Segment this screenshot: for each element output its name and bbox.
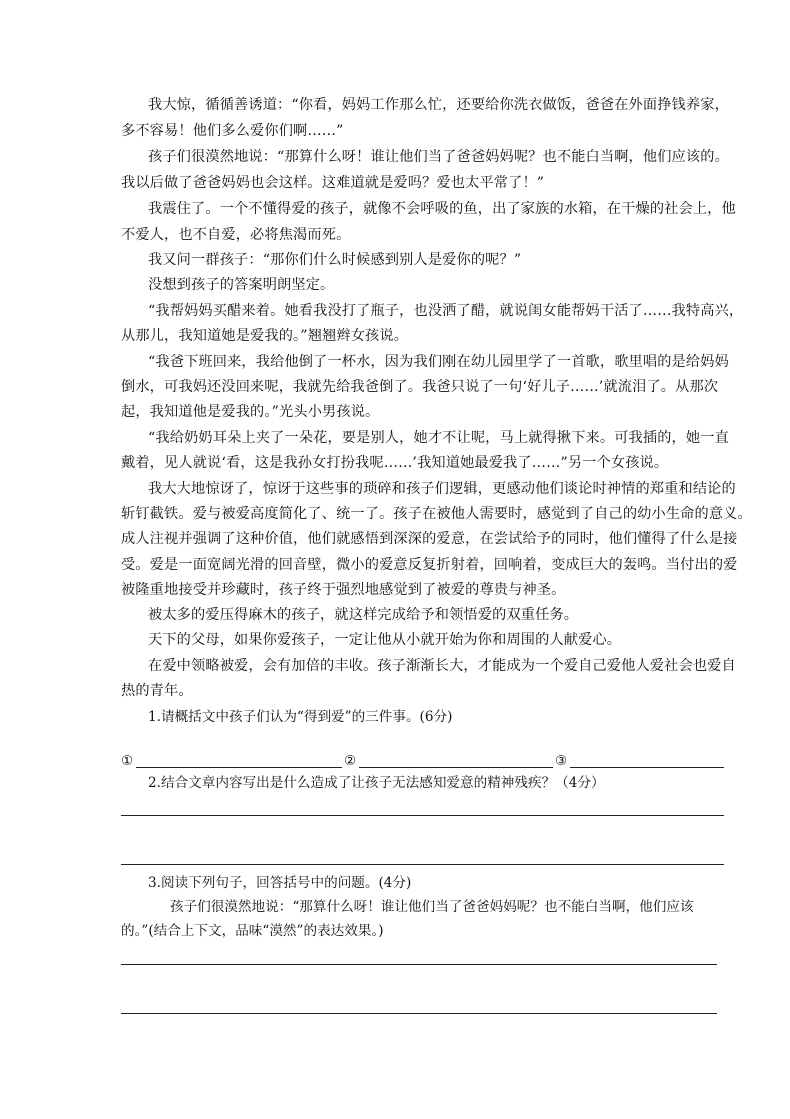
answer-line[interactable] [121,1013,717,1014]
passage-line: 热的青年。 [121,683,193,699]
passage-line: 受。爱是一面宽阔光滑的回音壁，微小的爱意反复折射着，回响着，变成巨大的轰鸣。当付出的爱 [121,557,738,573]
passage-line: 被太多的爱压得麻木的孩子，就这样完成给予和领悟爱的双重任务。 [148,607,579,623]
passage-line: 成人注视并强调了这种价值，他们就感悟到深深的爱意，在尝试给予的同时，他们懂得了什么是接 [121,531,738,547]
passage-line: 不爱人，也不自爱，必将焦渴而死。 [121,227,351,243]
passage-line: 斩钉截铁。爱与被爱高度简化了、统一了。孩子在被他人需要时，感觉到了自己的幼小生命的意义。 [121,506,752,522]
question-3: 3.阅读下列句子，回答括号中的问题。(4分) [148,875,412,891]
passage-line: 我大大地惊讶了，惊讶于这些事的琐碎和孩子们逻辑，更感动他们谈论时神情的郑重和结论的 [148,481,736,497]
passage-line: 从那儿，我知道她是爱我的。”翘翘辫女孩说。 [121,328,409,344]
passage-line: 起，我知道他是爱我的。”光头小男孩说。 [121,404,380,420]
passage-line: 孩子们很漠然地说：“那算什么呀！谁让他们当了爸爸妈妈呢？也不能白当啊，他们应该的。 [148,149,729,165]
question-1: 1.请概括文中孩子们认为“得到爱”的三件事。(6分) [148,709,453,725]
passage-line: 我大惊，循循善诱道：“你看，妈妈工作那么忙，还要给你洗衣做饭，爸爸在外面挣钱养家， [148,97,729,113]
answer-blank-2[interactable] [359,767,553,768]
passage-line: 在爱中领略被爱，会有加倍的丰收。孩子渐渐长大，才能成为一个爱自己爱他人爱社会也爱自 [148,658,736,674]
blank-label-1: ① [121,753,134,769]
passage-line: 没想到孩子的答案明朗坚定。 [148,277,335,293]
blank-label-3: ③ [555,753,568,769]
passage-line: 天下的父母，如果你爱孩子，一定让他从小就开始为你和周围的人献爱心。 [148,632,622,648]
passage-line: 我以后做了爸爸妈妈也会这样。这难道就是爱吗？爱也太平常了！” [121,175,545,191]
blank-label-2: ② [344,753,357,769]
passage-line: “我爸下班回来，我给他倒了一杯水，因为我们刚在幼儿园里学了一首歌，歌里唱的是给妈妈 [148,354,729,370]
answer-line[interactable] [121,864,724,865]
passage-line: 我又问一群孩子：“那你们什么时候感到别人是爱你的呢？” [148,252,522,268]
question-3-quote: 的。”(结合上下文，品味“漠然”的表达效果。) [121,923,384,939]
question-3-quote: 孩子们很漠然地说：“那算什么呀！谁让他们当了爸爸妈妈呢？也不能白当啊，他们应该 [170,899,694,915]
answer-line[interactable] [121,964,717,965]
answer-blank-1[interactable] [136,767,342,768]
passage-line: “我给奶奶耳朵上夹了一朵花，要是别人，她才不让呢，马上就得揪下来。可我插的，她一直 [148,430,729,446]
passage-line: “我帮妈妈买醋来着。她看我没打了瓶子，也没洒了醋，就说闺女能帮妈干活了……我特高兴， [148,303,744,319]
passage-line: 被隆重地接受并珍藏时，孩子终于强烈地感觉到了被爱的尊贵与神圣。 [121,582,566,598]
passage-line: 多不容易！他们多么爱你们啊……” [121,123,344,139]
passage-line: 倒水，可我妈还没回来呢，我就先给我爸倒了。我爸只说了一句‘好儿子……’就流泪了。从那次 [121,379,719,395]
passage-line: 我震住了。一个不懂得爱的孩子，就像不会呼吸的鱼，出了家族的水箱，在干燥的社会上，他 [148,201,736,217]
answer-line[interactable] [121,815,724,816]
answer-blank-3[interactable] [570,767,724,768]
question-2: 2.结合文章内容写出是什么造成了让孩子无法感知爱意的精神残疾？（4分） [148,775,605,791]
passage-line: 戴着，见人就说‘看，这是我孙女打扮我呢……’我知道她最爱我了……”另一个女孩说。 [121,455,669,471]
